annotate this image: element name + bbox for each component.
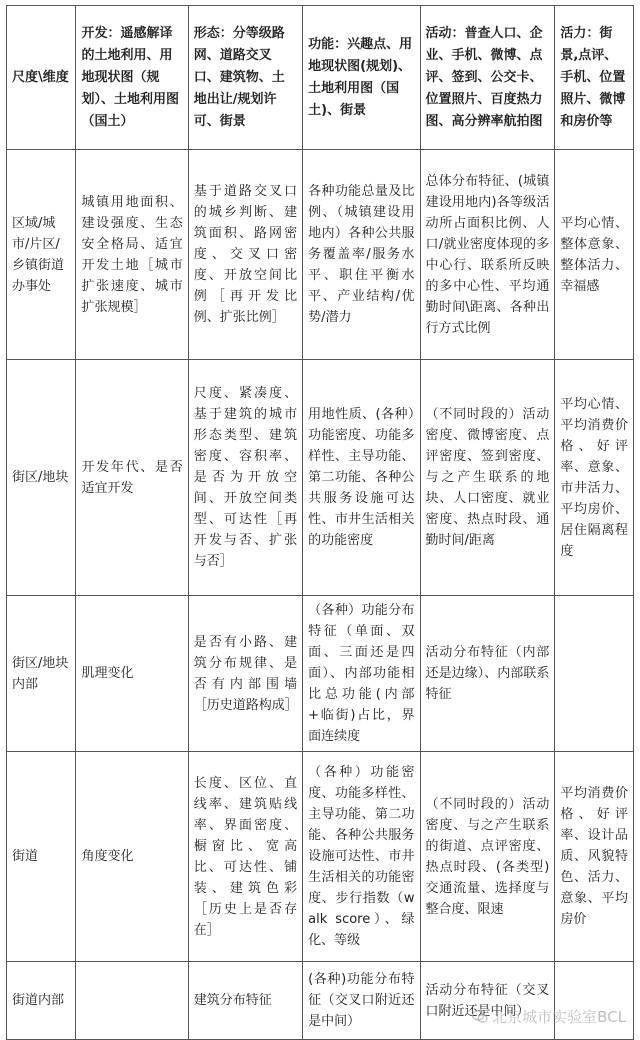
table-row (7, 360, 634, 596)
cell-function: （各种）功能分布特征（单面、双面、三面还是四面）、内部功能相比总功能(内部+临街)占比，界面连续度 (303, 596, 420, 752)
indicator-table (6, 5, 634, 1040)
cell-function: (各种)功能分布特征（交叉口附近还是中间） (303, 962, 420, 1040)
table-row (7, 962, 634, 1040)
cell-vitality (555, 962, 634, 1040)
cell-form: 是否有小路、建筑分布规律、是否有内部围墙［历史道路构成］ (188, 596, 302, 752)
wechat-icon (472, 1010, 488, 1024)
row-scale: 区域/城市/片区/乡镇街道办事处 (7, 150, 76, 360)
header-activity: 活动：普查人口、企业、手机、微博、点评、签到、公交卡、位置照片、百度热力图、高分辨率航拍图 (420, 6, 555, 150)
row-scale: 街区/地块内部 (7, 596, 76, 752)
table-row (7, 596, 634, 752)
watermark (472, 1006, 626, 1027)
cell-development: 城镇用地面积、建设强度、生态安全格局、适宜开发土地［城市扩张速度、城市扩张规模］ (76, 150, 188, 360)
cell-form: 建筑分布特征 (188, 962, 302, 1040)
header-development: 开发：遥感解译的土地利用、用地现状图（规划）、土地利用图（国土） (76, 6, 188, 150)
row-scale: 街道内部 (7, 962, 76, 1040)
cell-development: 角度变化 (76, 752, 188, 962)
cell-function: 用地性质、(各种）功能密度、功能多样性、主导功能、第二功能、各种公共服务设施可达性、市井生活相关的功能密度 (303, 360, 420, 596)
cell-development (76, 962, 188, 1040)
cell-function: 各种功能总量及比例、（城镇建设用地内）各种公共服务覆盖率/服务水平、职住平衡水平、产业结构/优势/潜力 (303, 150, 420, 360)
cell-form: 尺度、紧凑度、基于建筑的城市形态类型、建筑密度、容积率、是否为开放空间、开放空间类型、可达性［再开发与否、扩张与否］ (188, 360, 302, 596)
table-row (7, 752, 634, 962)
header-function: 功能：兴趣点、用地现状图(规划)、土地利用图（国土)、街景 (303, 6, 420, 150)
watermark-text: 北京城市实验室BCL (492, 1008, 626, 1026)
cell-activity: 活动分布特征（交叉口附近还是中间） (420, 962, 555, 1040)
header-form: 形态：分等级路网、道路交叉口、建筑物、土地出让/规划许可、街景 (188, 6, 302, 150)
cell-vitality: 平均消费价格、好评率、设计品质、风貌特色、活力、意象、平均房价 (555, 752, 634, 962)
table-row (7, 150, 634, 360)
cell-activity: （不同时段的）活动密度、与之产生联系的街道、点评密度、热点时段、(各类型)交通流量、选择度与整合度、限速 (420, 752, 555, 962)
cell-activity: （不同时段的）活动密度、微博密度、点评密度、签到密度、与之产生联系的地块、人口密度、就业密度、热点时段、通勤时间/距离 (420, 360, 555, 596)
cell-development: 开发年代、是否适宜开发 (76, 360, 188, 596)
cell-vitality: 平均心情、平均消费价格、好评率、意象、市井活力、平均房价、居住隔离程度 (555, 360, 634, 596)
row-scale: 街道 (7, 752, 76, 962)
header-row (7, 6, 634, 150)
row-scale: 街区/地块 (7, 360, 76, 596)
cell-vitality (555, 596, 634, 752)
cell-activity: 活动分布特征（内部还是边缘）、内部联系特征 (420, 596, 555, 752)
cell-form: 长度、区位、直线率、建筑贴线率、界面密度、橱窗比、宽高比、可达性、铺装、建筑色彩［历史上是否存在］ (188, 752, 302, 962)
cell-form: 基于道路交叉口的城乡判断、建筑面积、路网密度、交叉口密度、开放空间比例［再开发比例、扩张比例］ (188, 150, 302, 360)
cell-development: 肌理变化 (76, 596, 188, 752)
header-vitality: 活力：街景,点评、手机、位置照片、微博和房价等 (555, 6, 634, 150)
cell-function: （各种）功能密度、功能多样性、主导功能、第二功能、各种公共服务设施可达性、市井生活相关的功能密度、步行指数（walk score）、绿化、等级 (303, 752, 420, 962)
cell-activity: 总体分布特征、(城镇建设用地内)各等级活动所占面积比例、人口/就业密度体现的多中心行、联系所反映的多中心性、平均通勤时间\距离、各种出行方式比例 (420, 150, 555, 360)
header-scale-dimension: 尺度\维度 (7, 6, 76, 150)
cell-vitality: 平均心情、整体意象、整体活力、幸福感 (555, 150, 634, 360)
